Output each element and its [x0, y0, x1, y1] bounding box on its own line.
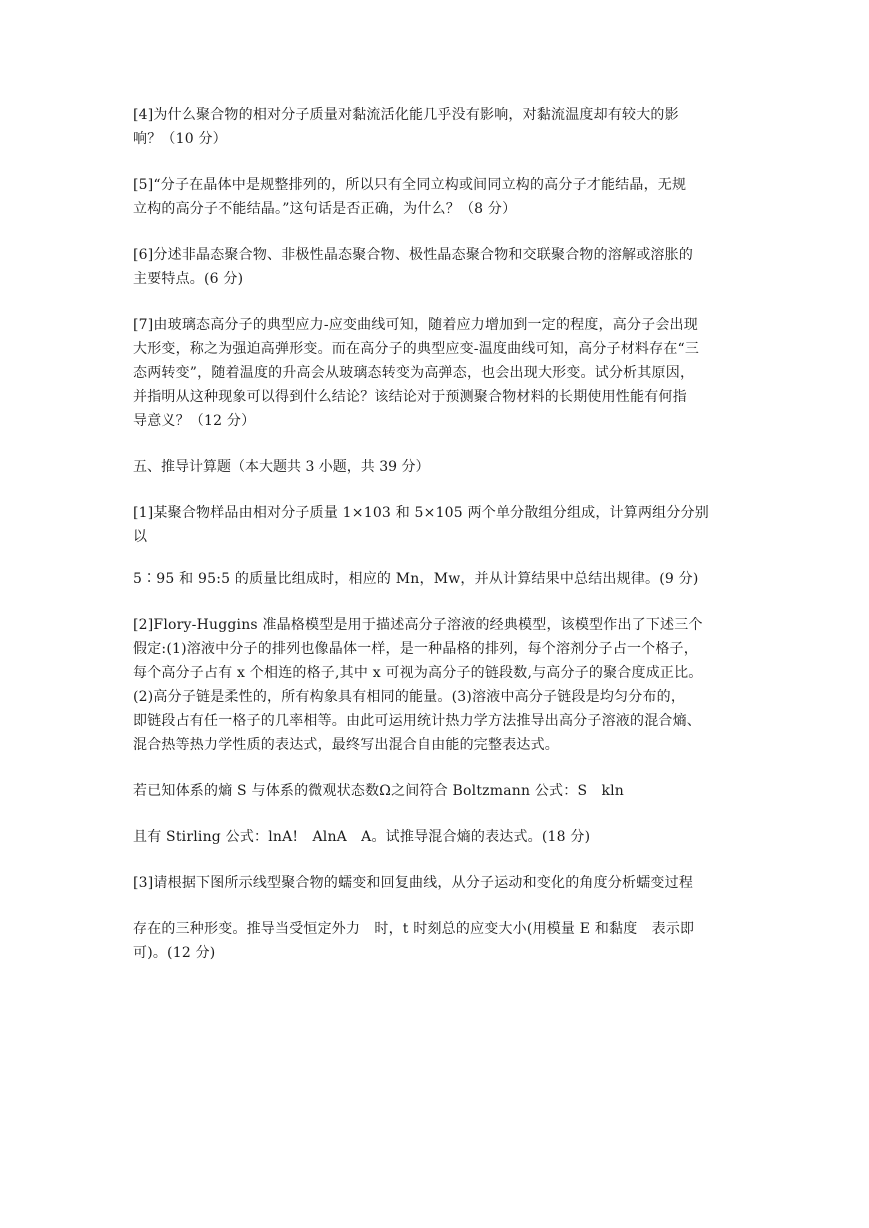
question-7-line-4: 并指明从这种现象可以得到什么结论？该结论对于预测聚合物材料的长期使用性能有何指 [133, 389, 687, 405]
calc-question-2-line-2: 假定:(1)溶液中分子的排列也像晶体一样，是一种晶格的排列，每个溶剂分子占一个格子， [133, 641, 698, 657]
calc-question-2-line-4: (2)高分子链是柔性的，所有构象具有相同的能量。(3)溶液中高分子链段是均匀分布的， [133, 689, 686, 705]
calc-question-2-line-7: 若已知体系的熵 S 与体系的微观状态数Ω之间符合 Boltzmann 公式：S kln [133, 783, 625, 799]
calc-question-2-line-3: 每个高分子占有 x 个相连的格子,其中 x 可视为高分子的链段数,与高分子的聚合度成正比。 [133, 665, 703, 681]
calc-question-1-line-3: 5∶95 和 95:5 的质量比组成时，相应的 Mn，Mw，并从计算结果中总结出规律。(9 分) [133, 571, 699, 587]
question-6-line-1: [6]分述非晶态聚合物、非极性晶态聚合物、极性晶态聚合物和交联聚合物的溶解或溶胀的 [133, 247, 694, 263]
calc-question-1-line-2: 以 [133, 529, 148, 545]
calc-question-2-line-5: 即链段占有任一格子的几率相等。由此可运用统计热力学方法推导出高分子溶液的混合熵、 [133, 713, 701, 729]
boltzmann-formula-line [133, 779, 741, 803]
stirling-formula-line [133, 825, 741, 849]
calc-question-3 [133, 871, 741, 895]
section-5-heading: 五、推导计算题（本大题共 3 小题，共 39 分） [133, 459, 430, 475]
calc-question-1 [133, 501, 741, 549]
question-5 [133, 173, 741, 221]
question-7 [133, 313, 741, 433]
question-4-line-1: [4]为什么聚合物的相对分子质量对黏流活化能几乎没有影响，对黏流温度却有较大的影 [133, 107, 679, 123]
question-6 [133, 243, 741, 291]
question-5-line-2: 立构的高分子不能结晶。”这句话是否正确，为什么？（8 分） [133, 201, 517, 217]
calc-question-3-line-1: [3]请根据下图所示线型聚合物的蠕变和回复曲线，从分子运动和变化的角度分析蠕变过程 [133, 875, 694, 891]
question-7-line-3: 态两转变”，随着温度的升高会从玻璃态转变为高弹态，也会出现大形变。试分析其原因， [133, 365, 695, 381]
calc-question-3-continued [133, 917, 741, 965]
calc-question-1-continued [133, 567, 741, 591]
document-page [133, 103, 741, 987]
question-5-line-1: [5]“分子在晶体中是规整排列的，所以只有全同立构或间同立构的高分子才能结晶，无规 [133, 177, 687, 193]
calc-question-2 [133, 613, 741, 757]
calc-question-1-line-1: [1]某聚合物样品由相对分子质量 1×103 和 5×105 两个单分散组分组成，计算两组分分别 [133, 505, 709, 521]
calc-question-2-line-8: 且有 Stirling 公式：lnA! AlnA A。试推导混合熵的表达式。(18 分) [133, 829, 591, 845]
question-4 [133, 103, 741, 151]
calc-question-2-line-1: [2]Flory-Huggins 准晶格模型是用于描述高分子溶液的经典模型，该模型作出了下述三个 [133, 617, 703, 633]
calc-question-2-line-6: 混合热等热力学性质的表达式，最终写出混合自由能的完整表达式。 [133, 737, 559, 753]
question-6-line-2: 主要特点。(6 分) [133, 271, 244, 287]
question-7-line-5: 导意义？（12 分） [133, 413, 256, 429]
question-7-line-1: [7]由玻璃态高分子的典型应力-应变曲线可知，随着应力增加到一定的程度，高分子会出现 [133, 317, 698, 333]
question-7-line-2: 大形变，称之为强迫高弹形变。而在高分子的典型应变-温度曲线可知，高分子材料存在“三 [133, 341, 700, 357]
calc-question-3-line-2: 存在的三种形变。推导当受恒定外力 时，t 时刻总的应变大小(用模量 E 和黏度 表示即 [133, 921, 695, 937]
calc-question-3-line-3: 可)。(12 分) [133, 945, 216, 961]
question-4-line-2: 响？（10 分） [133, 131, 227, 147]
